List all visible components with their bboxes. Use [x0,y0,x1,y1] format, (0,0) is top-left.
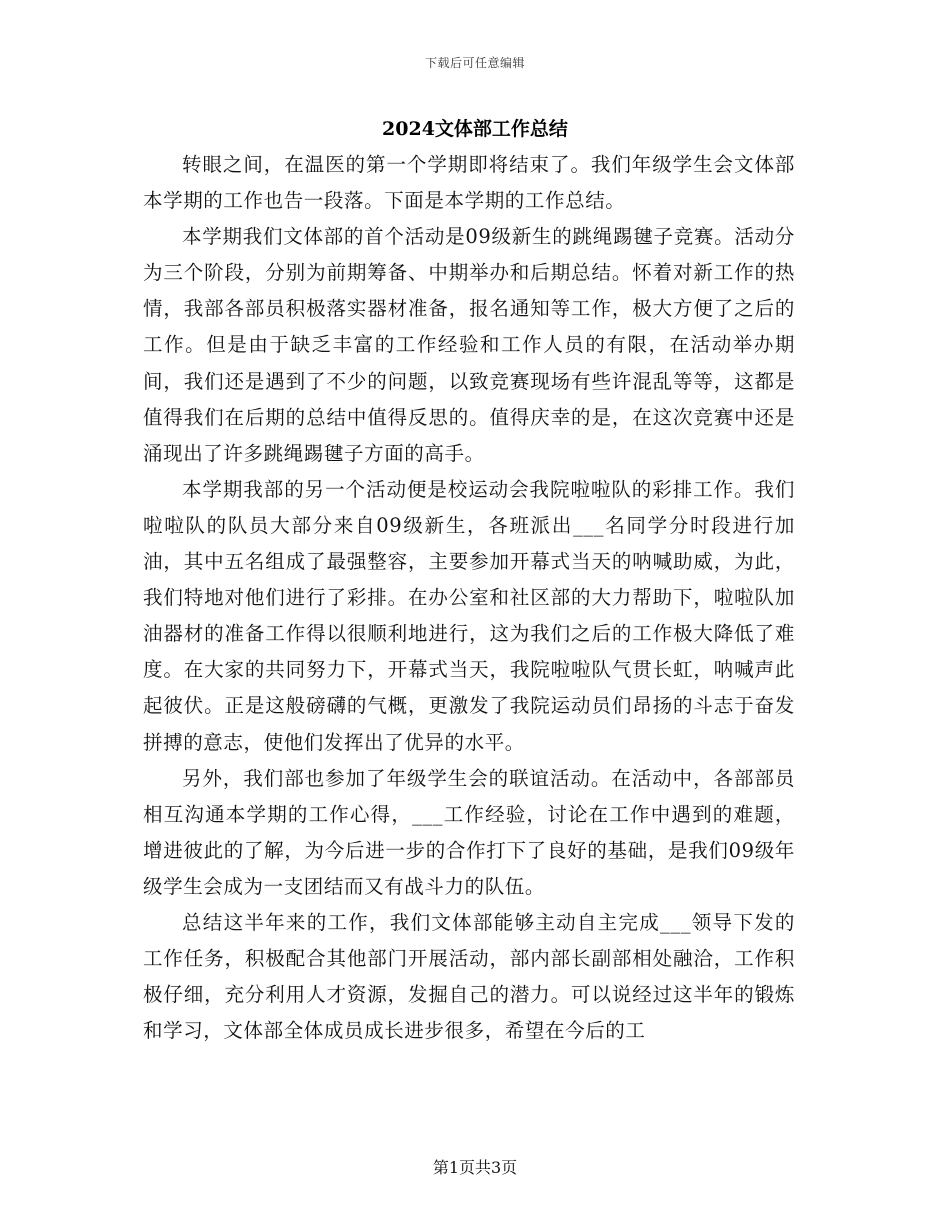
header-note: 下载后可任意编辑 [424,56,525,70]
paragraph-summary: 总结这半年来的工作，我们文体部能够主动自主完成___领导下发的工作任务，积极配合其他部门开展活动，部内部长副部相处融洽，工作积极仔细，充分利用人才资源，发掘自己的潜力。可以说经过这半年的锻炼和学习，文体部全体成员成长进步很多，希望在今后的工 [143,910,795,1043]
document-title: 2024文体部工作总结 [382,118,568,140]
document-body [143,147,795,1049]
paragraph-competition: 本学期我们文体部的首个活动是09级新生的跳绳踢毽子竞赛。活动分为三个阶段，分别为前期筹备、中期举办和后期总结。怀着对新工作的热情，我部各部员积极落实器材准备，报名通知等工作，极大方便了之后的工作。但是由于缺乏丰富的工作经验和工作人员的有限，在活动举办期间，我们还是遇到了不少的问题，以致竞赛现场有些许混乱等等，这都是值得我们在后期的总结中值得反思的。值得庆幸的是，在这次竞赛中还是涌现出了许多跳绳踢毽子方面的高手。 [143,225,795,465]
page-number: 第1页共3页 [432,1158,518,1177]
paragraph-intro: 转眼之间，在温医的第一个学期即将结束了。我们年级学生会文体部本学期的工作也告一段落。下面是本学期的工作总结。 [143,153,795,213]
paragraph-cheerleading: 本学期我部的另一个活动便是校运动会我院啦啦队的彩排工作。我们啦啦队的队员大部分来自09级新生，各班派出___名同学分时段进行加油，其中五名组成了最强整容，主要参加开幕式当天的呐喊助威，为此，我们特地对他们进行了彩排。在办公室和社区部的大力帮助下，啦啦队加油器材的准备工作得以很顺利地进行，这为我们之后的工作极大降低了难度。在大家的共同努力下，开幕式当天，我院啦啦队气贯长虹，呐喊声此起彼伏。正是这般磅礴的气概，更激发了我院运动员们昂扬的斗志于奋发拼搏的意志，使他们发挥出了优异的水平。 [143,477,795,754]
paragraph-social-event: 另外，我们部也参加了年级学生会的联谊活动。在活动中，各部部员相互沟通本学期的工作心得，___工作经验，讨论在工作中遇到的难题，增进彼此的了解，为今后进一步的合作打下了良好的基础，是我们09级年级学生会成为一支团结而又有战斗力的队伍。 [143,766,795,898]
